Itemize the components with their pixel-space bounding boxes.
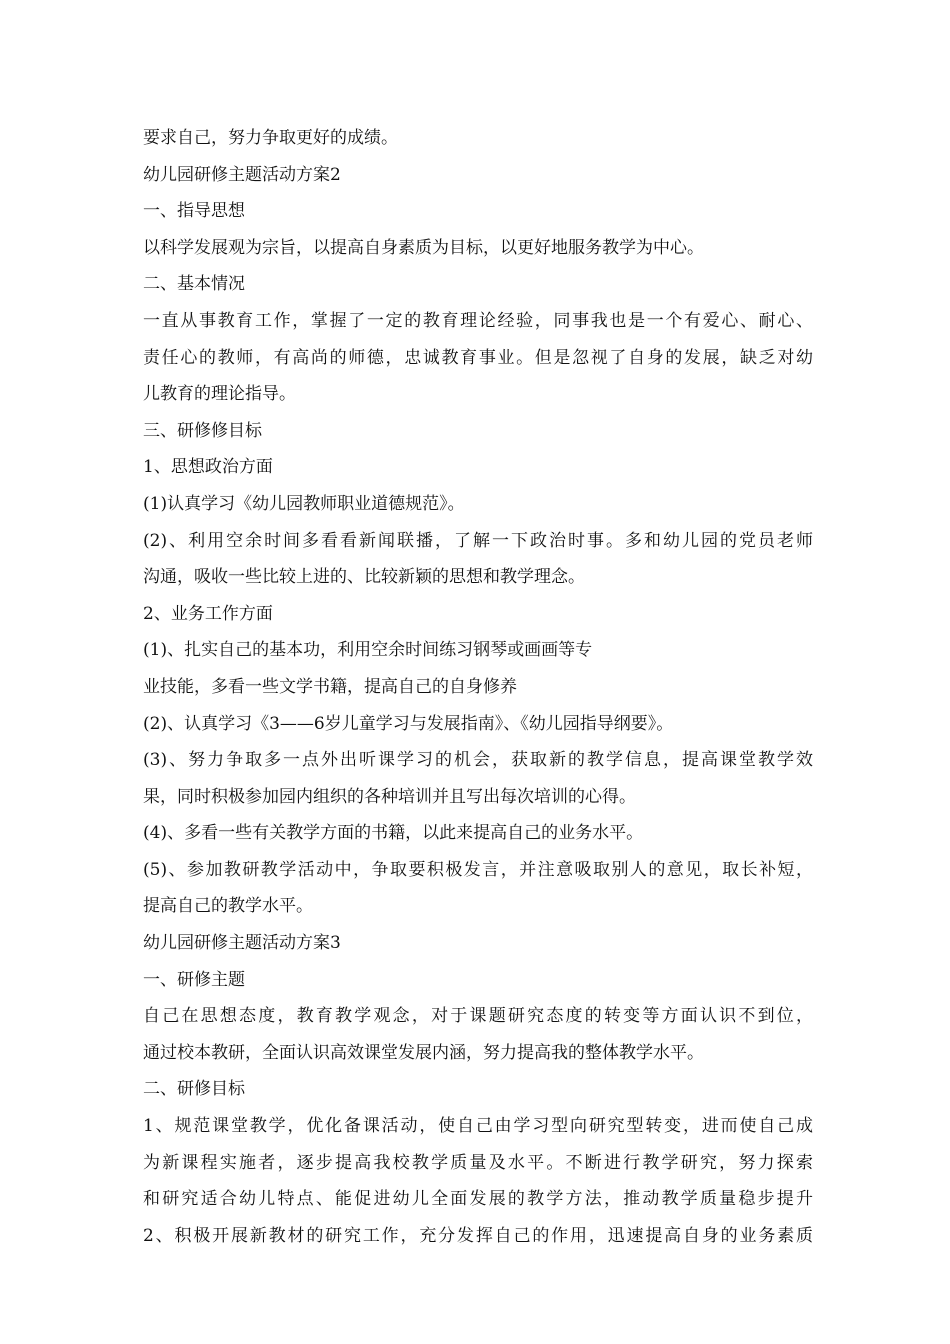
text-line: 沟通，吸收一些比较上进的、比较新颖的思想和教学理念。: [143, 567, 585, 588]
text-line: 一直从事教育工作，掌握了一定的教育理论经验，同事我也是一个有爱心、耐心、: [143, 310, 813, 331]
text-line: 和研究适合幼儿特点、能促进幼儿全面发展的教学方法，推动教学质量稳步提升: [143, 1189, 813, 1210]
document-body: [143, 120, 813, 1254]
text-line: 为新课程实施者，逐步提高我校教学质量及水平。不断进行教学研究，努力探索: [143, 1152, 813, 1173]
heading: 二、基本情况: [143, 274, 245, 295]
text-line: 自己在思想态度，教育教学观念，对于课题研究态度的转变等方面认识不到位，: [143, 1006, 813, 1027]
text-line: (1)、扎实自己的基本功，利用空余时间练习钢琴或画画等专: [143, 640, 593, 661]
section-title: 幼儿园研修主题活动方案2: [143, 164, 341, 185]
text-line: 通过校本教研，全面认识高效课堂发展内涵，努力提高我的整体教学水平。: [143, 1042, 704, 1063]
text-line: 业技能，多看一些文学书籍，提高自己的自身修养: [143, 676, 517, 697]
text-line: 果，同时积极参加园内组织的各种培训并且写出每次培训的心得。: [143, 786, 636, 807]
heading: 一、指导思想: [143, 201, 245, 222]
section-title: 幼儿园研修主题活动方案3: [143, 933, 341, 954]
heading: 三、研修修目标: [143, 420, 262, 441]
subheading: 2、业务工作方面: [143, 603, 273, 624]
subheading: 1、思想政治方面: [143, 457, 273, 478]
text-line: 责任心的教师，有高尚的师德，忠诚教育事业。但是忽视了自身的发展，缺乏对幼: [143, 347, 813, 368]
text-line: (2)、利用空余时间多看看新闻联播，了解一下政治时事。多和幼儿园的党员老师: [143, 530, 813, 551]
text-line: 儿教育的理论指导。: [143, 384, 296, 405]
text-line: (4)、多看一些有关教学方面的书籍，以此来提高自己的业务水平。: [143, 823, 644, 844]
text-line: 要求自己，努力争取更好的成绩。: [143, 128, 398, 148]
text-line: (2)、认真学习《3——6岁儿童学习与发展指南》、《幼儿园指导纲要》。: [143, 713, 674, 734]
text-line: 以科学发展观为宗旨，以提高自身素质为目标，以更好地服务教学为中心。: [143, 237, 704, 258]
heading: 一、研修主题: [143, 969, 245, 990]
text-line: 1、规范课堂教学，优化备课活动，使自己由学习型向研究型转变，进而使自己成: [143, 1116, 813, 1137]
text-line: (1)认真学习《幼儿园教师职业道德规范》。: [143, 493, 465, 514]
text-line: 提高自己的教学水平。: [143, 896, 313, 917]
heading: 二、研修目标: [143, 1079, 245, 1100]
text-line: 2、积极开展新教材的研究工作，充分发挥自己的作用，迅速提高自身的业务素质: [143, 1225, 813, 1246]
text-line: (3)、努力争取多一点外出听课学习的机会，获取新的教学信息，提高课堂教学效: [143, 750, 813, 771]
text-line: (5)、参加教研教学活动中，争取要积极发言，并注意吸取别人的意见，取长补短，: [143, 859, 813, 880]
